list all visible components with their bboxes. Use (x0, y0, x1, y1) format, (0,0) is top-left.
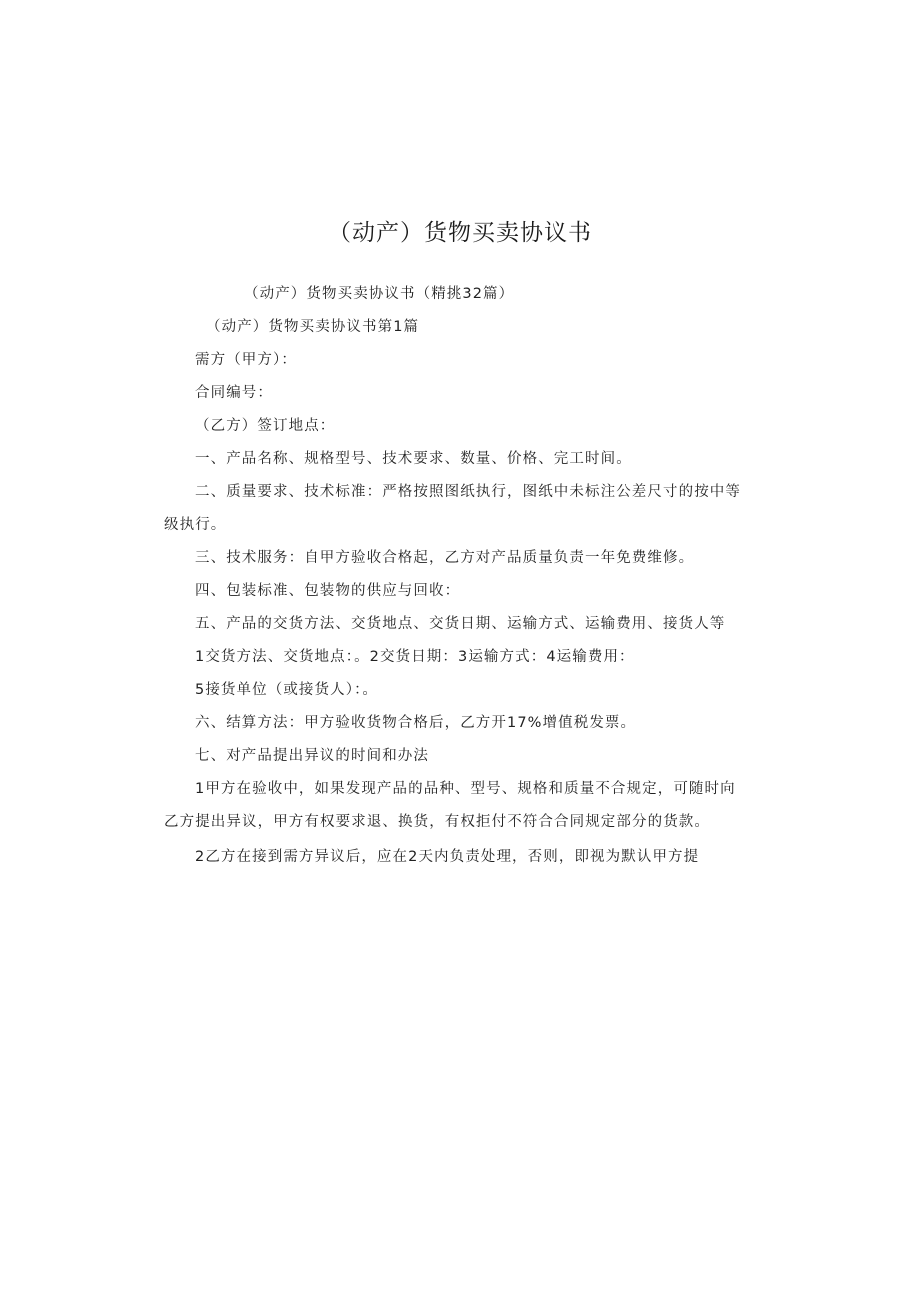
paragraph: 五、产品的交货方法、交货地点、交货日期、运输方式、运输费用、接货人等 (195, 616, 726, 632)
paragraph: 2乙方在接到需方异议后，应在2天内负责处理，否则，即视为默认甲方提 (195, 849, 700, 865)
paragraph: 1甲方在验收中，如果发现产品的品种、型号、规格和质量不合规定，可随时向乙方提出异议，甲方有权要求退、换货，有权拒付不符合合同规定部分的货款。 (164, 781, 736, 830)
section-heading: （动产）货物买卖协议书第1篇 (206, 319, 420, 335)
paragraph: 七、对产品提出异议的时间和办法 (195, 748, 429, 764)
paragraph: 1交货方法、交货地点：。2交货日期：3运输方式：4运输费用： (195, 649, 635, 665)
paragraph: 一、产品名称、规格型号、技术要求、数量、价格、完工时间。 (195, 451, 632, 467)
paragraph: 合同编号： (195, 385, 273, 401)
document-title: （动产）货物买卖协议书 (328, 220, 592, 246)
subtitle-line: （动产）货物买卖协议书（精挑32篇） (244, 286, 515, 302)
paragraph: 四、包装标准、包装物的供应与回收： (195, 583, 461, 599)
paragraph: 需方（甲方）： (195, 352, 297, 368)
paragraph: 三、技术服务：自甲方验收合格起，乙方对产品质量负责一年免费维修。 (195, 550, 695, 566)
paragraph: 5接货单位（或接货人）：。 (195, 682, 379, 698)
paragraph: 二、质量要求、技术标准：严格按照图纸执行，图纸中未标注公差尺寸的按中等级执行。 (164, 484, 741, 533)
paragraph: （乙方）签订地点： (195, 418, 336, 434)
paragraph: 六、结算方法：甲方验收货物合格后，乙方开17%增值税发票。 (195, 715, 637, 731)
document-body (164, 278, 750, 874)
